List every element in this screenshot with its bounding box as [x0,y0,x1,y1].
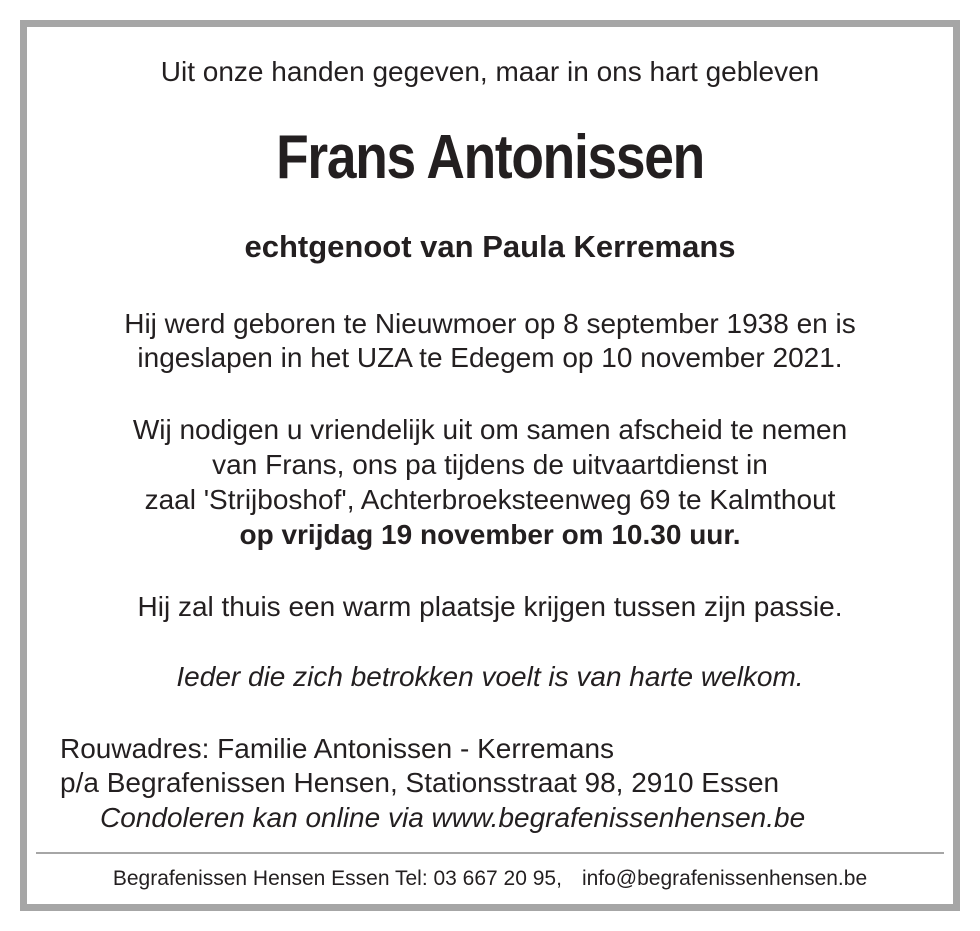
intro-text: Uit onze handen gegeven, maar in ons hart gebleven [160,56,820,87]
address-line-1: Rouwadres: Familie Antonissen - Kerremans [60,733,615,764]
address-line-2: p/a Begrafenissen Hensen, Stationsstraat 98, 2910 Essen [60,767,780,798]
invite-line-1: Wij nodigen u vriendelijk uit om samen afscheid te nemen [132,414,848,445]
service-datetime: op vrijdag 19 november om 10.30 uur. [239,519,741,550]
footer-divider [36,852,944,854]
passion-line: Hij zal thuis een warm plaatsje krijgen tussen zijn passie. [137,591,843,622]
welcome-line: Ieder die zich betrokken voelt is van harte welkom. [176,661,804,692]
footer [0,867,980,891]
deceased-name: Frans Antonissen [276,123,704,192]
condolence-line: Condoleren kan online via www.begrafenissenhensen.be [100,802,806,833]
footer-company-phone: Begrafenissen Hensen Essen Tel: 03 667 20 95, [112,867,562,890]
birth-line-2: ingeslapen in het UZA te Edegem op 10 november 2021. [137,342,843,373]
birth-line-1: Hij werd geboren te Nieuwmoer op 8 september 1938 en is [124,308,856,339]
invite-line-2: van Frans, ons pa tijdens de uitvaartdienst in [212,449,768,480]
invite-line-3: zaal 'Strijboshof', Achterbroeksteenweg 69 te Kalmthout [144,484,836,515]
spouse-line: echtgenoot van Paula Kerremans [244,229,736,264]
footer-email: info@begrafenissenhensen.be [581,867,868,890]
